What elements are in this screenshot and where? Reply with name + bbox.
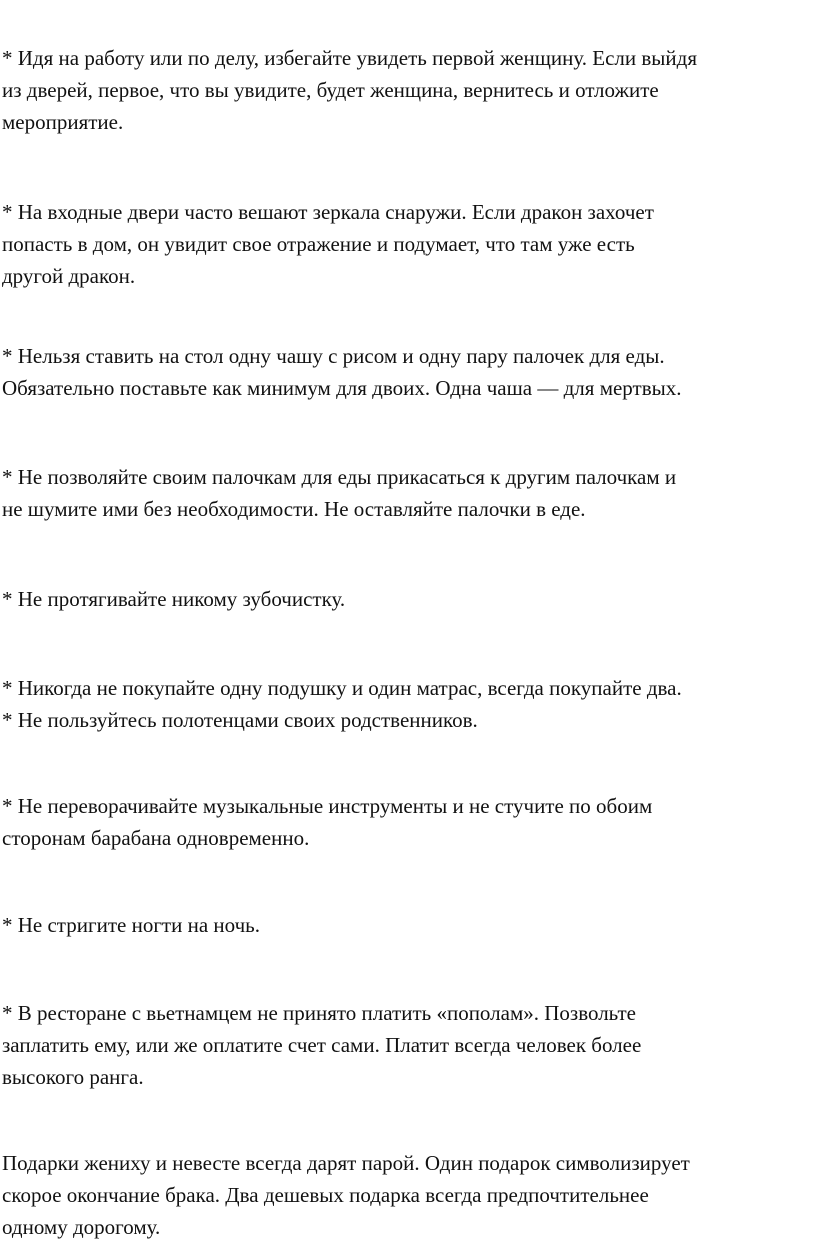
paragraph-10: Подарки жениху и невесте всегда дарят парой. Один подарок символизирует скорое окончание брака. Два дешевых подарка всегда предпочтительнее одному дорогому.	[2, 1151, 690, 1239]
paragraph-2: * На входные двери часто вешают зеркала снаружи. Если дракон захочет попасть в дом, он увидит свое отражение и подумает, что там уже есть другой дракон.	[2, 200, 654, 288]
paragraph-4: * Не позволяйте своим палочкам для еды прикасаться к другим палочкам и не шумите ими без необходимости. Не оставляйте палочки в еде.	[2, 465, 677, 521]
paragraph-3: * Нельзя ставить на стол одну чашу с рисом и одну пару палочек для еды. Обязательно поставьте как минимум для двоих. Одна чаша — для мертвых.	[2, 344, 682, 400]
paragraph-8: * Не стригите ногти на ночь.	[2, 913, 260, 937]
paragraph-1: * Идя на работу или по делу, избегайте увидеть первой женщину. Если выйдя из дверей, первое, что вы увидите, будет женщина, вернитесь и отложите мероприятие.	[2, 46, 697, 134]
paragraph-5: * Не протягивайте никому зубочистку.	[2, 587, 346, 611]
paragraph-7: * Не переворачивайте музыкальные инструменты и не стучите по обоим сторонам барабана одновременно.	[2, 794, 653, 850]
paragraph-9: * В ресторане с вьетнамцем не принято платить «пополам». Позвольте заплатить ему, или же оплатите счет сами. Платит всегда человек более высокого ранга.	[2, 1001, 642, 1089]
paragraph-6: * Никогда не покупайте одну подушку и один матрас, всегда покупайте два. * Не пользуйтесь полотенцами своих родственников.	[2, 676, 682, 732]
